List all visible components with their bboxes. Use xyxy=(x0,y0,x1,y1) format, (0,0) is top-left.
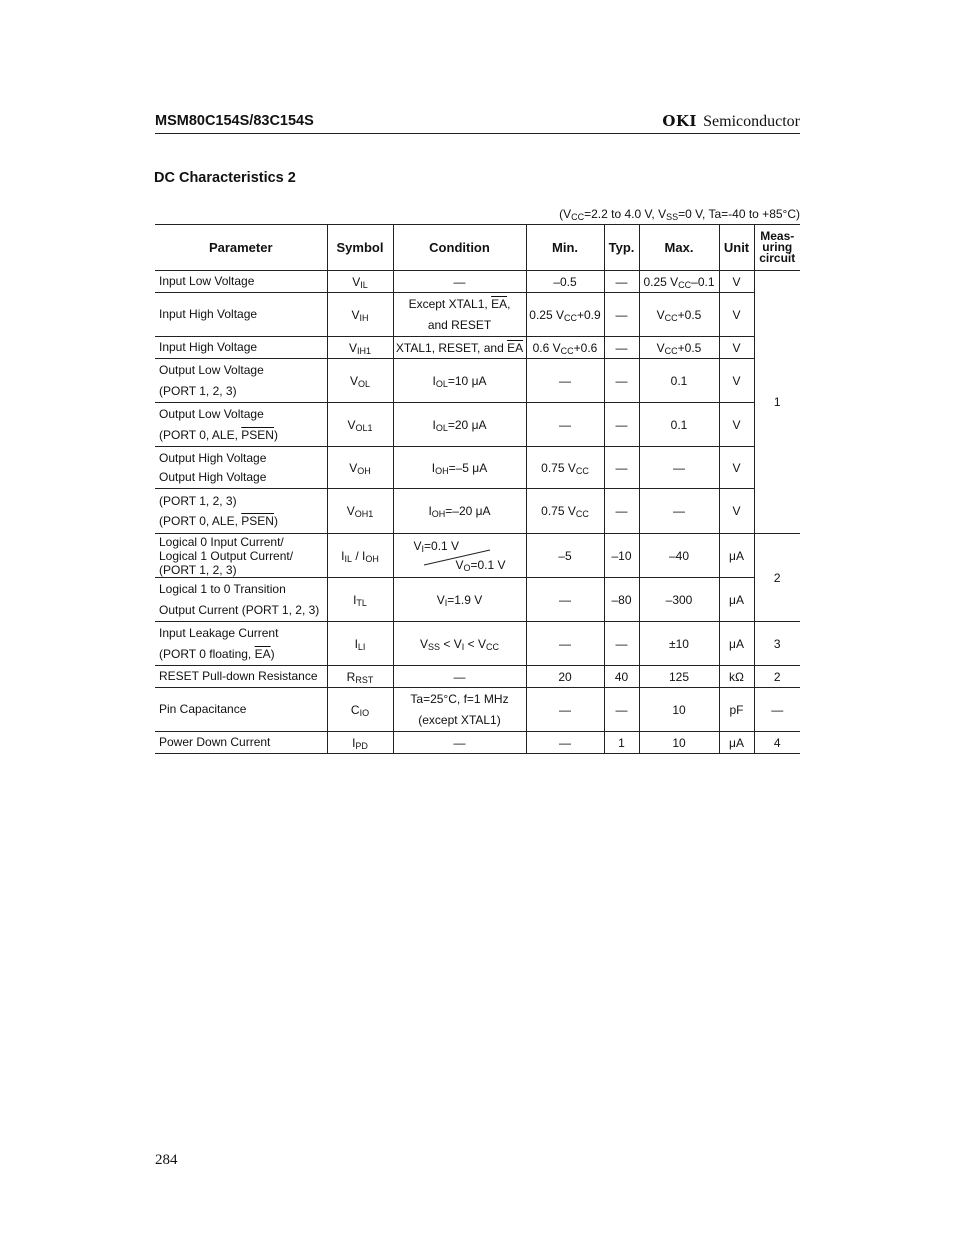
cell-symbol: $I_{PD}$ xyxy=(327,732,393,754)
table-row xyxy=(155,403,800,447)
cell-max: ±10 xyxy=(639,622,719,666)
cell-min: –0.5 xyxy=(526,271,604,293)
cell-typ: — xyxy=(604,403,639,447)
table-row xyxy=(155,622,800,666)
cell-symbol: $V_{OL1}$ xyxy=(327,403,393,447)
cell-condition: $I_{OH}=-5$ μA xyxy=(393,447,526,489)
cell-unit: V xyxy=(719,337,754,359)
cell-max: $V_{CC}+0.5$ xyxy=(639,337,719,359)
header-measuring-circuit: Meas- uring circuit xyxy=(754,225,800,271)
cell-symbol: $V_{OH}$ xyxy=(327,447,393,489)
header-parameter: Parameter xyxy=(155,225,327,271)
cell-unit: V xyxy=(719,359,754,403)
cell-max: 0.25 $V_{CC}-0.1$ xyxy=(639,271,719,293)
cell-symbol: $V_{IH}$ xyxy=(327,293,393,337)
cell-symbol: $I_{TL}$ xyxy=(327,578,393,622)
oki-logo: OKI xyxy=(662,112,697,130)
cell-max: — xyxy=(639,447,719,489)
cell-measuring-circuit: — xyxy=(754,688,800,732)
cell-measuring-circuit: 1 xyxy=(754,271,800,534)
cell-parameter: Input High Voltage xyxy=(155,337,327,359)
cell-max: 10 xyxy=(639,688,719,732)
cell-min: 0.6 $V_{CC}+0.6$ xyxy=(526,337,604,359)
cell-condition: $I_{OL}=20$ μA xyxy=(393,403,526,447)
cell-condition: XTAL1, RESET, and $\overline{EA}$ xyxy=(393,337,526,359)
page-header xyxy=(155,111,800,134)
page-number: 284 xyxy=(155,1152,178,1168)
cell-parameter: Output Low Voltage (PORT 0, ALE, PSEN) xyxy=(155,403,327,447)
cell-condition: Ta=25°C, f=1 MHz (except XTAL1) xyxy=(393,688,526,732)
table-row xyxy=(155,489,800,534)
cell-min: — xyxy=(526,403,604,447)
table-row xyxy=(155,578,800,622)
cell-parameter: Input Low Voltage xyxy=(155,271,327,293)
cell-condition: — xyxy=(393,666,526,688)
cell-parameter: (PORT 1, 2, 3) (PORT 0, ALE, PSEN) xyxy=(155,489,327,534)
cell-max: 0.1 xyxy=(639,403,719,447)
table-row xyxy=(155,732,800,754)
cell-symbol: $V_{IH1}$ xyxy=(327,337,393,359)
cell-unit: μA xyxy=(719,622,754,666)
cell-parameter: Power Down Current xyxy=(155,732,327,754)
document-id: MSM80C154S/83C154S xyxy=(155,113,314,129)
cell-typ: — xyxy=(604,489,639,534)
cell-parameter: Input High Voltage xyxy=(155,293,327,337)
header-unit: Unit xyxy=(719,225,754,271)
cell-condition: $V_I=0.1$ V $V_O=0.1$ V xyxy=(393,534,526,578)
cell-symbol: $V_{OL}$ xyxy=(327,359,393,403)
cell-unit: V xyxy=(719,489,754,534)
cell-measuring-circuit: 2 xyxy=(754,534,800,622)
header-typ: Typ. xyxy=(604,225,639,271)
cell-unit: kΩ xyxy=(719,666,754,688)
dc-characteristics-table xyxy=(155,224,800,754)
cell-max: 125 xyxy=(639,666,719,688)
cell-condition: $V_{SS} < V_I < V_{CC}$ xyxy=(393,622,526,666)
cell-min: — xyxy=(526,688,604,732)
cell-parameter: Pin Capacitance xyxy=(155,688,327,732)
cell-symbol: $C_{IO}$ xyxy=(327,688,393,732)
table-row xyxy=(155,293,800,337)
cell-max: –40 xyxy=(639,534,719,578)
cell-min: 0.75 $V_{CC}$ xyxy=(526,447,604,489)
table-row xyxy=(155,534,800,578)
cell-condition: — xyxy=(393,732,526,754)
table-row xyxy=(155,337,800,359)
table-row xyxy=(155,688,800,732)
cell-unit: V xyxy=(719,403,754,447)
cell-typ: — xyxy=(604,337,639,359)
cell-typ: — xyxy=(604,447,639,489)
cell-typ: 1 xyxy=(604,732,639,754)
cell-symbol: $V_{IL}$ xyxy=(327,271,393,293)
cell-symbol: $V_{OH1}$ xyxy=(327,489,393,534)
cell-unit: μA xyxy=(719,732,754,754)
cell-unit: V xyxy=(719,293,754,337)
cell-max: $V_{CC}+0.5$ xyxy=(639,293,719,337)
brand-company: Semiconductor xyxy=(703,113,800,130)
cell-typ: –10 xyxy=(604,534,639,578)
cell-typ: — xyxy=(604,293,639,337)
cell-typ: — xyxy=(604,271,639,293)
table-header-row xyxy=(155,225,800,271)
header-max: Max. xyxy=(639,225,719,271)
cell-symbol: $I_{IL} / I_{OH}$ xyxy=(327,534,393,578)
table-row xyxy=(155,666,800,688)
table-row xyxy=(155,447,800,489)
table-row xyxy=(155,359,800,403)
cell-condition: Except XTAL1, $\overline{EA}$, and RESET xyxy=(393,293,526,337)
cell-min: — xyxy=(526,622,604,666)
cell-condition: — xyxy=(393,271,526,293)
cell-max: –300 xyxy=(639,578,719,622)
cell-max: — xyxy=(639,489,719,534)
header-condition: Condition xyxy=(393,225,526,271)
cell-condition: $V_I=1.9$ V xyxy=(393,578,526,622)
cell-min: 0.25 $V_{CC}+0.9$ xyxy=(526,293,604,337)
cell-unit: μA xyxy=(719,534,754,578)
cell-unit: V xyxy=(719,271,754,293)
cell-min: 20 xyxy=(526,666,604,688)
header-min: Min. xyxy=(526,225,604,271)
cell-parameter: Output High Voltage Output High Voltage xyxy=(155,447,327,489)
cell-min: — xyxy=(526,578,604,622)
cell-unit: V xyxy=(719,447,754,489)
cell-max: 0.1 xyxy=(639,359,719,403)
cell-min: –5 xyxy=(526,534,604,578)
section-title: DC Characteristics 2 xyxy=(154,170,296,186)
cell-unit: pF xyxy=(719,688,754,732)
brand xyxy=(662,112,800,131)
cell-typ: –80 xyxy=(604,578,639,622)
cell-symbol: $R_{RST}$ xyxy=(327,666,393,688)
cell-min: — xyxy=(526,359,604,403)
cell-parameter: Input Leakage Current (PORT 0 floating, $\overline{EA}$) xyxy=(155,622,327,666)
cell-parameter: Logical 1 to 0 Transition Output Current (PORT 1, 2, 3) xyxy=(155,578,327,622)
cell-measuring-circuit: 3 xyxy=(754,622,800,666)
test-conditions: ($V_{CC}=2.2$ to 4.0 V, $V_{SS}=0$ V, Ta=-40 to +85°C) xyxy=(559,207,800,222)
table-row xyxy=(155,271,800,293)
cell-measuring-circuit: 4 xyxy=(754,732,800,754)
cell-typ: 40 xyxy=(604,666,639,688)
cell-parameter: RESET Pull-down Resistance xyxy=(155,666,327,688)
cell-parameter: Output Low Voltage (PORT 1, 2, 3) xyxy=(155,359,327,403)
cell-condition: $I_{OH}=-20$ μA xyxy=(393,489,526,534)
cell-symbol: $I_{LI}$ xyxy=(327,622,393,666)
header-symbol: Symbol xyxy=(327,225,393,271)
cell-condition: $I_{OL}=10$ μA xyxy=(393,359,526,403)
cell-typ: — xyxy=(604,359,639,403)
cell-min: — xyxy=(526,732,604,754)
cell-parameter: Logical 0 Input Current/ Logical 1 Output Current/ (PORT 1, 2, 3) xyxy=(155,534,327,578)
cell-unit: μA xyxy=(719,578,754,622)
cell-max: 10 xyxy=(639,732,719,754)
cell-measuring-circuit: 2 xyxy=(754,666,800,688)
cell-min: 0.75 $V_{CC}$ xyxy=(526,489,604,534)
cell-typ: — xyxy=(604,622,639,666)
cell-typ: — xyxy=(604,688,639,732)
